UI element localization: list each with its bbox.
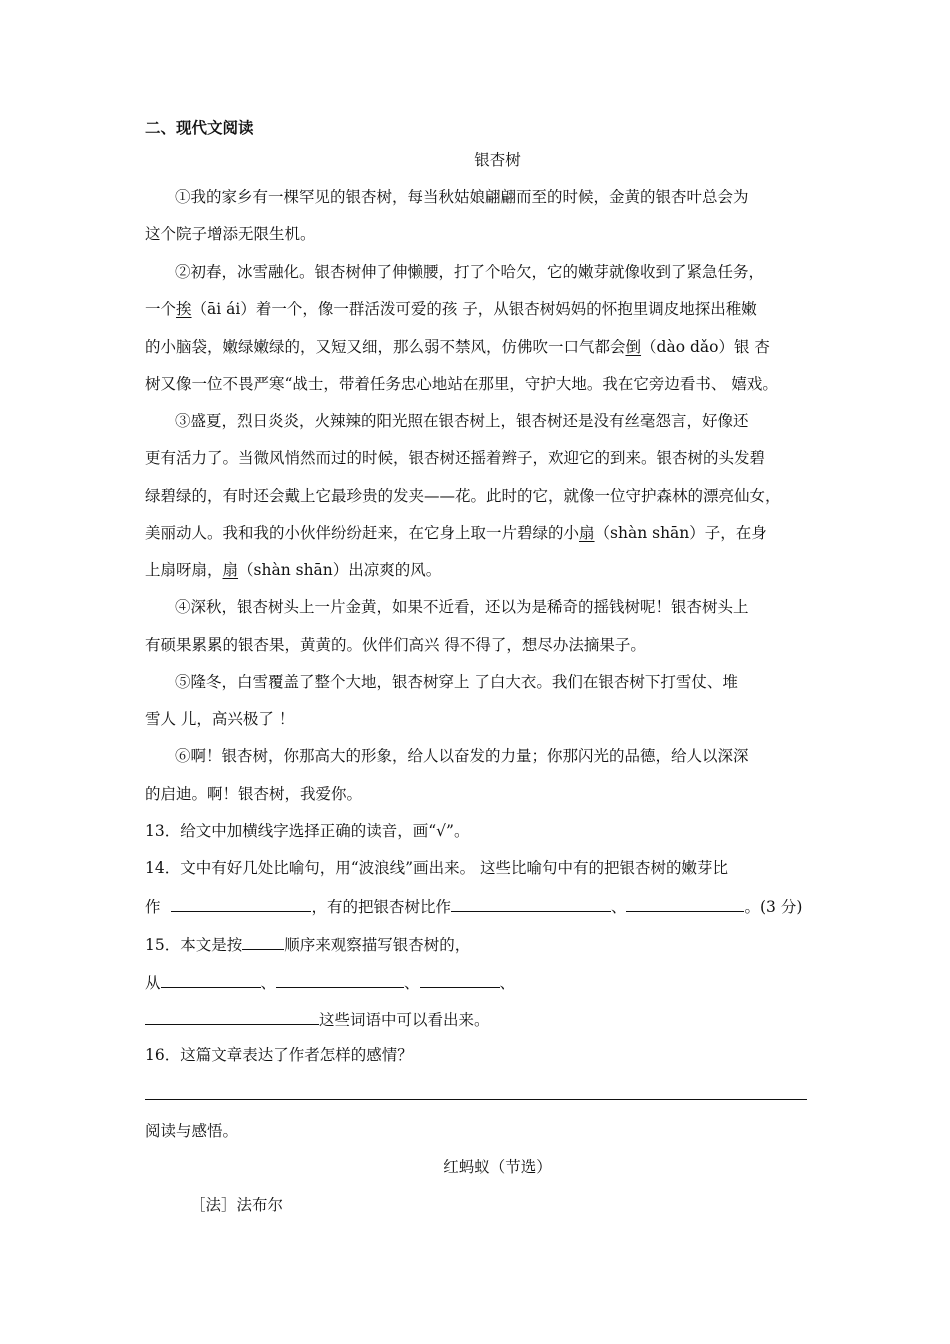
answer-blank[interactable] <box>451 895 611 912</box>
question-15-line-1: 15．本文是按 顺序来观察描写银杏树的， <box>145 933 810 955</box>
question-15-line-3: 这些词语中可以看出来。 <box>145 1008 810 1030</box>
question-14-line-1: 14．文中有好几处比喻句，用“波浪线”画出来。 这些比喻句中有的把银杏树的嫩芽比 <box>145 859 729 877</box>
paragraph-3-line-2: 更有活力了。当微风悄然而过的时候，银杏树还摇着辫子，欢迎它的到来。银杏树的头发碧 <box>145 449 766 467</box>
paragraph-2-line-1: ②初春，冰雪融化。银杏树伸了伸懒腰，打了个哈欠，它的嫩芽就像收到了紧急任务， <box>175 263 765 281</box>
paragraph-2-line-2: 一个挨（āi ái）着一个，像一群活泼可爱的孩 子，从银杏树妈妈的怀抱里调皮地探出稚嫩 <box>145 300 757 318</box>
question-15-line-2: 从 、 、 、 <box>145 971 810 993</box>
next-article-title: 红蚂蚁（节选） <box>443 1158 552 1176</box>
answer-line[interactable] <box>145 1099 807 1100</box>
paragraph-3-line-3: 绿碧绿的，有时还会戴上它最珍贵的发夹——花。此时的它，就像一位守护森林的漂亮仙女， <box>145 487 781 505</box>
question-13: 13．给文中加横线字选择正确的读音，画“√”。 <box>145 822 470 840</box>
article-title: 银杏树 <box>474 151 521 169</box>
underlined-char: 扇 <box>222 561 239 579</box>
paragraph-3-line-4: 美丽动人。我和我的小伙伴纷纷赶来，在它身上取一片碧绿的小扇（shàn shān）子，在身 <box>145 524 767 542</box>
paragraph-4-line-2: 有硕果累累的银杏果，黄黄的。伙伴们高兴 得不得了，想尽办法摘果子。 <box>145 636 646 654</box>
paragraph-5-line-1: ⑤隆冬，白雪覆盖了整个大地，银杏树穿上 了白大衣。我们在银杏树下打雪仗、堆 <box>175 673 738 691</box>
author-line: ［法］法布尔 <box>190 1196 284 1214</box>
question-16: 16．这篇文章表达了作者怎样的感情？ <box>145 1046 413 1064</box>
answer-blank[interactable] <box>242 933 284 950</box>
answer-blank[interactable] <box>161 971 261 988</box>
paragraph-3-line-5: 上扇呀扇，扇（shàn shān）出凉爽的风。 <box>145 561 442 579</box>
underlined-char: 扇 <box>579 524 595 542</box>
answer-blank[interactable] <box>626 895 744 912</box>
answer-blank[interactable] <box>145 1008 319 1025</box>
paragraph-2-line-4: 树又像一位不畏严寒“战士，带着任务忠心地站在那里，守护大地。我在它旁边看书、 嬉戏。 <box>145 375 778 393</box>
question-14-line-2: 作 ，有的把银杏树比作 、 。(3 分) <box>145 895 810 917</box>
answer-blank[interactable] <box>276 971 404 988</box>
paragraph-6-line-2: 的启迪。啊！银杏树，我爱你。 <box>145 785 363 803</box>
paragraph-3-line-1: ③盛夏，烈日炎炎，火辣辣的阳光照在银杏树上，银杏树还是没有丝毫怨言，好像还 <box>175 412 749 430</box>
underlined-char: 倒 <box>625 338 642 356</box>
reading-intro: 阅读与感悟。 <box>145 1122 239 1140</box>
section-heading: 二、现代文阅读 <box>145 119 254 137</box>
paragraph-2-line-3: 的小脑袋，嫩绿嫩绿的，又短又细，那么弱不禁风，仿佛吹一口气都会倒（dào dǎo）银 杏 <box>145 338 770 356</box>
paragraph-6-line-1: ⑥啊！银杏树，你那高大的形象，给人以奋发的力量；你那闪光的品德，给人以深深 <box>175 747 749 765</box>
paragraph-1-line-1: ①我的家乡有一棵罕见的银杏树，每当秋姑娘翩翩而至的时候，金黄的银杏叶总会为 <box>175 188 749 206</box>
answer-blank[interactable] <box>420 971 500 988</box>
answer-blank[interactable] <box>171 895 311 912</box>
underlined-char: 挨 <box>176 300 192 318</box>
paragraph-5-line-2: 雪人 儿，高兴极了 ！ <box>145 710 295 728</box>
paragraph-4-line-1: ④深秋，银杏树头上一片金黄，如果不近看，还以为是稀奇的摇钱树呢！银杏树头上 <box>175 598 749 616</box>
paragraph-1-line-2: 这个院子增添无限生机。 <box>145 225 316 243</box>
